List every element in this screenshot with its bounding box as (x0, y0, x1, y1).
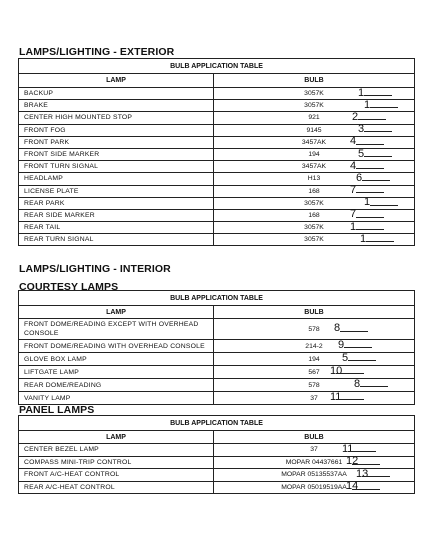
callout-leader-line (344, 347, 372, 348)
callout-number: 1 (364, 196, 371, 209)
table-row (19, 353, 415, 366)
callout-leader-line (364, 131, 392, 132)
bulb-number: 921 (308, 114, 320, 122)
callout-number: 13 (356, 467, 369, 480)
bulb-number: 3057K (304, 102, 324, 110)
lamp-name: CENTER HIGH MOUNTED STOP (19, 112, 214, 124)
callout-leader-line (370, 205, 398, 206)
bulb-cell (214, 100, 415, 112)
bulb-cell (214, 319, 415, 340)
interior-heading: LAMPS/LIGHTING - INTERIOR (19, 263, 171, 275)
bulb-cell (214, 481, 415, 494)
panel-heading: PANEL LAMPS (19, 404, 95, 416)
lamp-name: LIFTGATE LAMP (19, 366, 214, 379)
bulb-number: 9145 (306, 126, 322, 134)
bulb-number: MOPAR 05019519AA (281, 483, 347, 491)
lamp-name: CENTER BEZEL LAMP (19, 444, 214, 457)
lamp-name: FRONT FOG (19, 124, 214, 136)
bulb-cell (214, 112, 415, 124)
bulb-cell (214, 469, 415, 482)
bulb-number: 3057K (304, 236, 324, 244)
callout-number: 7 (350, 208, 357, 221)
callout-number: 1 (358, 86, 365, 99)
lamp-name: LICENSE PLATE (19, 185, 214, 197)
bulb-cell (214, 148, 415, 160)
bulb-cell (214, 209, 415, 221)
callout-leader-line (356, 144, 384, 145)
table-row (19, 379, 415, 392)
callout-number: 8 (334, 321, 341, 334)
callout-number: 11 (342, 442, 354, 455)
bulb-cell (214, 88, 415, 100)
bulb-cell (214, 340, 415, 353)
bulb-number: 3457AK (301, 163, 327, 171)
callout-leader-line (352, 464, 380, 465)
callout-leader-line (360, 386, 388, 387)
bulb-cell (214, 161, 415, 173)
callout-number: 6 (356, 171, 363, 184)
table-row (19, 185, 415, 197)
table-row (19, 340, 415, 353)
callout-number: 1 (364, 98, 371, 111)
callout-number: 1 (350, 220, 357, 233)
bulb-cell (214, 173, 415, 185)
lamp-name: VANITY LAMP (19, 392, 214, 405)
bulb-number: 3057K (304, 90, 324, 98)
bulb-number: 194 (308, 151, 320, 159)
callout-number: 7 (350, 184, 357, 197)
callout-number: 8 (354, 377, 361, 390)
callout-leader-line (352, 489, 380, 490)
courtesy-bulb-table (18, 290, 415, 405)
bulb-number: 168 (308, 211, 320, 219)
lamp-name: REAR A/C-HEAT CONTROL (19, 481, 214, 494)
callout-number: 5 (358, 147, 365, 160)
lamp-name: FRONT DOME/READING EXCEPT WITH OVERHEAD CONSOLE (19, 319, 214, 340)
lamp-name: BRAKE (19, 100, 214, 112)
lamp-name: REAR TAIL (19, 222, 214, 234)
lamp-name: FRONT DOME/READING WITH OVERHEAD CONSOLE (19, 340, 214, 353)
bulb-column-header: BULB (214, 306, 415, 319)
courtesy-heading: COURTESY LAMPS (19, 281, 119, 293)
table-row (19, 136, 415, 148)
table-row (19, 234, 415, 246)
bulb-column-header: BULB (214, 431, 415, 444)
bulb-number: 3057K (304, 199, 324, 207)
bulb-cell (214, 392, 415, 405)
panel-bulb-table (18, 415, 415, 494)
exterior-bulb-table (18, 58, 415, 246)
bulb-number: 37 (310, 394, 318, 402)
lamp-name: FRONT TURN SIGNAL (19, 161, 214, 173)
table-row (19, 88, 415, 100)
bulb-cell (214, 379, 415, 392)
bulb-cell (214, 234, 415, 246)
lamp-name: FRONT PARK (19, 136, 214, 148)
lamp-name: HEADLAMP (19, 173, 214, 185)
lamp-name: REAR DOME/READING (19, 379, 214, 392)
bulb-number: 214-2 (305, 342, 323, 350)
bulb-cell (214, 185, 415, 197)
callout-number: 4 (350, 159, 357, 172)
callout-leader-line (340, 331, 368, 332)
callout-number: 11 (330, 390, 342, 403)
callout-leader-line (356, 217, 384, 218)
callout-leader-line (356, 192, 384, 193)
callout-leader-line (370, 107, 398, 108)
lamp-name: GLOVE BOX LAMP (19, 353, 214, 366)
callout-number: 4 (350, 135, 357, 148)
callout-number: 10 (330, 364, 343, 377)
bulb-cell (214, 222, 415, 234)
lamp-name: REAR TURN SIGNAL (19, 234, 214, 246)
bulb-number: 194 (308, 355, 320, 363)
lamp-column-header: LAMP (19, 74, 214, 88)
bulb-number: H13 (307, 175, 321, 183)
lamp-column-header: LAMP (19, 431, 214, 444)
callout-leader-line (362, 180, 390, 181)
lamp-column-header: LAMP (19, 306, 214, 319)
callout-leader-line (364, 95, 392, 96)
table-row (19, 222, 415, 234)
callout-leader-line (364, 156, 392, 157)
callout-number: 14 (346, 480, 359, 493)
callout-number: 12 (346, 455, 359, 468)
callout-leader-line (336, 399, 364, 400)
bulb-column-header: BULB (214, 74, 415, 88)
bulb-cell (214, 197, 415, 209)
bulb-number: 3457AK (301, 138, 327, 146)
table-row (19, 392, 415, 405)
table-row (19, 469, 415, 482)
lamp-name: BACKUP (19, 88, 214, 100)
bulb-cell (214, 124, 415, 136)
callout-leader-line (356, 229, 384, 230)
table-row (19, 366, 415, 379)
bulb-number: 567 (308, 368, 320, 376)
bulb-number: 578 (308, 381, 320, 389)
bulb-number: 3057K (304, 224, 324, 232)
callout-number: 9 (338, 338, 345, 351)
callout-leader-line (336, 373, 364, 374)
table-row (19, 456, 415, 469)
callout-number: 1 (360, 232, 367, 245)
callout-number: 5 (342, 351, 349, 364)
callout-leader-line (348, 360, 376, 361)
table-row (19, 319, 415, 340)
callout-number: 2 (352, 110, 359, 123)
lamp-name: FRONT SIDE MARKER (19, 148, 214, 160)
lamp-name: REAR SIDE MARKER (19, 209, 214, 221)
table-row (19, 444, 415, 457)
bulb-cell (214, 366, 415, 379)
table-row (19, 481, 415, 494)
callout-number: 3 (358, 123, 365, 136)
bulb-cell (214, 136, 415, 148)
bulb-number: 168 (308, 187, 320, 195)
callout-leader-line (362, 476, 390, 477)
callout-leader-line (348, 451, 376, 452)
bulb-cell (214, 353, 415, 366)
table-row (19, 112, 415, 124)
bulb-cell (214, 456, 415, 469)
callout-leader-line (358, 119, 386, 120)
callout-leader-line (366, 241, 394, 242)
exterior-heading: LAMPS/LIGHTING - EXTERIOR (19, 46, 175, 58)
bulb-number: MOPAR 05135537AA (281, 471, 347, 479)
table-caption: BULB APPLICATION TABLE (19, 291, 415, 306)
lamp-name: FRONT A/C-HEAT CONTROL (19, 469, 214, 482)
table-caption: BULB APPLICATION TABLE (19, 416, 415, 431)
bulb-number: MOPAR 04437661 (285, 458, 343, 466)
lamp-name: REAR PARK (19, 197, 214, 209)
lamp-name: COMPASS MINI-TRIP CONTROL (19, 456, 214, 469)
bulb-number: 578 (308, 325, 320, 333)
callout-leader-line (356, 168, 384, 169)
bulb-number: 37 (310, 446, 318, 454)
bulb-cell (214, 444, 415, 457)
table-caption: BULB APPLICATION TABLE (19, 59, 415, 74)
